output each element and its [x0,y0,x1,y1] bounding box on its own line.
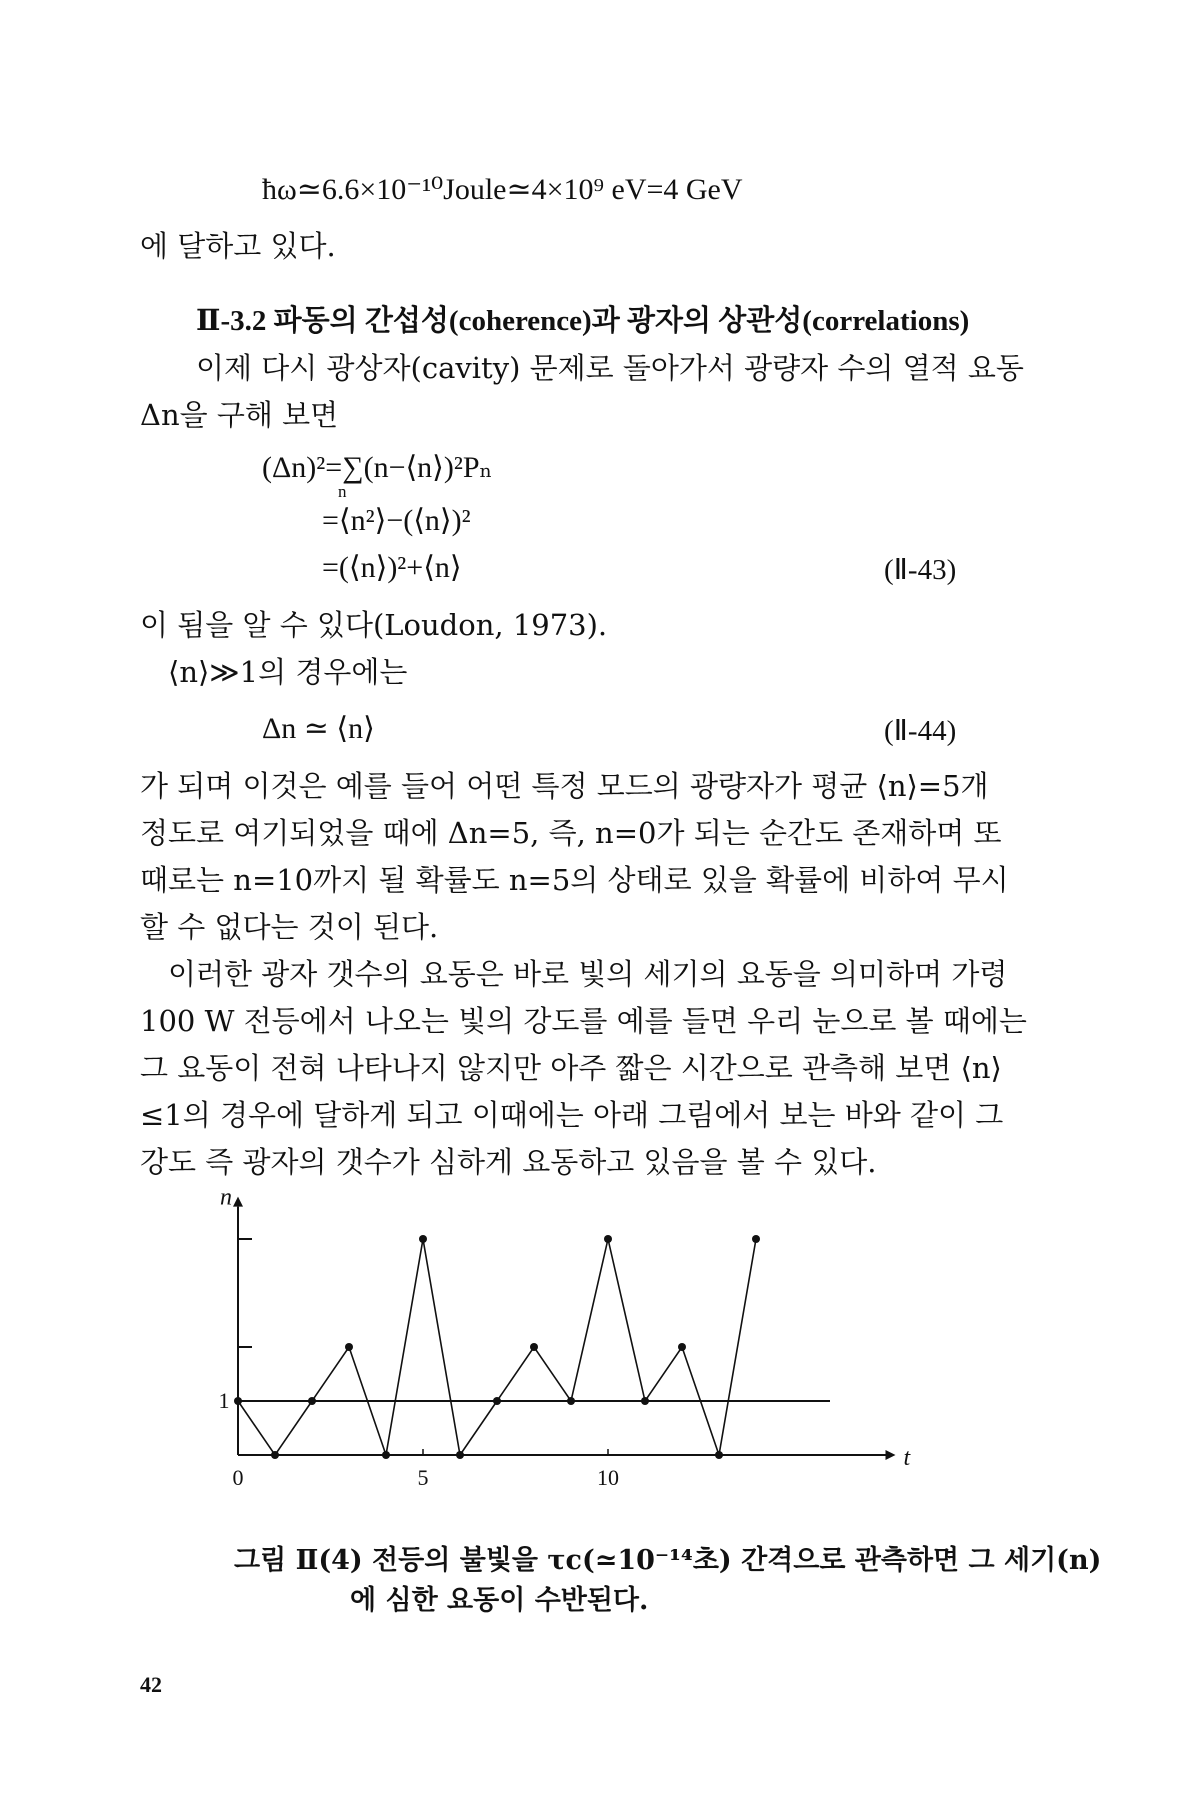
sum-index: n [338,482,347,501]
text-line: 강도 즉 광자의 갯수가 심하게 요동하고 있음을 볼 수 있다. [140,1145,877,1179]
series-group [234,1235,760,1459]
data-point [567,1397,575,1405]
data-point [641,1397,649,1405]
x-tick-label: 0 [232,1465,244,1490]
figure-caption-line1: 그림 Ⅱ(4) 전등의 불빛을 τc(≃10⁻¹⁴초) 간격으로 관측하면 그 세기(n) [234,1545,1102,1576]
text-line: 때로는 n=10까지 될 확률도 n=5의 상태로 있을 확률에 비하여 무시 [140,863,1009,897]
text-line: 정도로 여기되었을 때에 Δn=5, 즉, n=0가 되는 순간도 존재하며 또 [140,816,1002,850]
text-line: 이제 다시 광상자(cavity) 문제로 돌아가서 광량자 수의 열적 요동 [196,351,1024,385]
approx-equation: Δn ≃ ⟨n⟩ [262,712,375,745]
data-point [604,1235,612,1243]
y-tick-label: 1 [218,1388,230,1413]
x-axis-arrow [886,1450,896,1460]
data-point [715,1451,723,1459]
variance-equation-line3: =(⟨n⟩)²+⟨n⟩ [322,551,462,584]
x-axis-label: t [903,1445,911,1471]
text-line: 할 수 없다는 것이 된다. [140,910,439,944]
data-point [530,1343,538,1351]
figure-caption-line2: 에 심한 요동이 수반된다. [350,1585,649,1616]
y-axis-label: n [220,1184,232,1211]
data-point [752,1235,760,1243]
y-axis-arrow [233,1197,243,1207]
section-heading: Ⅱ-3.2 파동의 간섭성(coherence)과 광자의 상관성(correlations) [196,305,970,337]
chart-axes [233,1197,896,1460]
variance-equation-line1: (Δn)²=∑(n−⟨n⟩)²Pₙ [262,451,493,484]
axis-labels-group [219,1185,912,1490]
data-point [308,1397,316,1405]
data-point [271,1451,279,1459]
data-point [234,1397,242,1405]
page-number: 42 [140,1672,162,1697]
text-line: 가 되며 이것은 예를 들어 어떤 특정 모드의 광량자가 평균 ⟨n⟩=5개 [140,769,989,803]
text-line: 이러한 광자 갯수의 요동은 바로 빛의 세기의 요동을 의미하며 가령 [168,957,1008,991]
data-point [493,1397,501,1405]
text-line: 에 달하고 있다. [140,229,336,263]
text-line: 이 됨을 알 수 있다(Loudon, 1973). [140,608,608,642]
text-line: 그 요동이 전혀 나타나지 않지만 아주 짧은 시간으로 관측해 보면 ⟨n⟩ [140,1051,1002,1085]
data-point [456,1451,464,1459]
equation-number-44: (Ⅱ-44) [884,715,957,747]
fluctuation-chart [200,1184,1000,1490]
equation-number-43: (Ⅱ-43) [884,554,957,586]
energy-equation: ħω≃6.6×10⁻¹⁰Joule≃4×10⁹ eV=4 GeV [262,173,743,206]
x-tick-label: 5 [417,1465,429,1490]
text-line: ≤1의 경우에 달하게 되고 이때에는 아래 그림에서 보는 바와 같이 그 [140,1098,1004,1132]
text-line: 100 W 전등에서 나오는 빛의 강도를 예를 들면 우리 눈으로 볼 때에는 [140,1004,1027,1038]
text-line: ⟨n⟩≫1의 경우에는 [168,655,408,689]
data-point [382,1451,390,1459]
variance-equation-line2: =⟨n²⟩−(⟨n⟩)² [322,504,471,537]
data-point [419,1235,427,1243]
data-point [345,1343,353,1351]
data-point [678,1343,686,1351]
text-line: Δn을 구해 보면 [140,398,339,432]
x-tick-label: 10 [597,1465,619,1490]
